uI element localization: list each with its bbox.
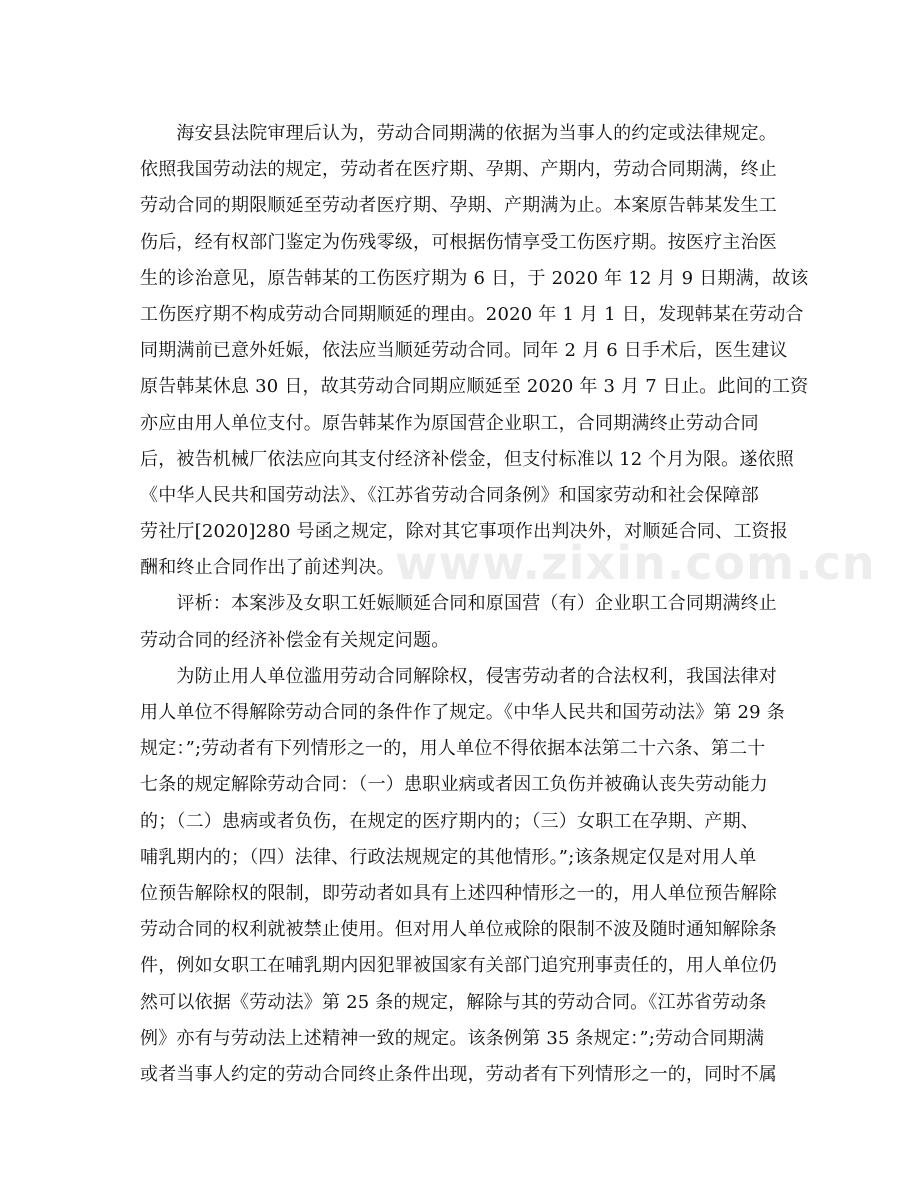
text-line: 同期满前已意外妊娠，依法应当顺延劳动合同。同年 2 月 6 日手术后，医生建议 [140,340,788,362]
text-line: 依照我国劳动法的规定，劳动者在医疗期、孕期、产期内，劳动合同期满，终止 [140,159,777,181]
text-line: 的；（二）患病或者负伤，在规定的医疗期内的；（三）女职工在孕期、产期、 [140,810,759,832]
text-line: 酬和终止合同作出了前述判决。 [140,557,395,579]
text-line: 劳动合同的期限顺延至劳动者医疗期、孕期、产期满为止。本案原告韩某发生工 [140,195,777,217]
text-line: 《中华人民共和国劳动法》、《江苏省劳动合同条例》和国家劳动和社会保障部 [140,484,759,506]
text-line: 评析：本案涉及女职工妊娠顺延合同和原国营（有）企业职工合同期满终止 [140,593,777,615]
text-line: 哺乳期内的；（四）法律、行政法规规定的其他情形。”;该条规定仅是对用人单 [140,846,757,868]
text-line: 件，例如女职工在哺乳期内因犯罪被国家有关部门追究刑事责任的，用人单位仍 [140,955,777,977]
text-line: 海安县法院审理后认为，劳动合同期满的依据为当事人的约定或法律规定。 [140,123,777,144]
text-line: 然可以依据《劳动法》第 25 条的规定，解除与其的劳动合同。《江苏省劳动条 [140,991,767,1013]
text-line: 劳动合同的权利就被禁止使用。但对用人单位戒除的限制不波及随时通知解除条 [140,919,777,941]
text-line: 劳社厅[2020]280 号函之规定，除对其它事项作出判决外，对顺延合同、工资报 [140,521,788,543]
text-line: 生的诊治意见，原告韩某的工伤医疗期为 6 日，于 2020 年 12 月 9 日期满，故该 [140,267,809,289]
text-line: 后，被告机械厂依法应向其支付经济补偿金，但支付标准以 12 个月为限。遂依照 [140,448,794,470]
text-line: 位预告解除权的限制，即劳动者如具有上述四种情形之一的，用人单位预告解除 [140,882,777,904]
text-line: 为防止用人单位滥用劳动合同解除权，侵害劳动者的合法权利，我国法律对 [140,665,777,687]
watermark: www.zixin.com.cn [395,536,876,590]
text-line: 劳动合同的经济补偿金有关规定问题。 [140,629,450,651]
text-line: 用人单位不得解除劳动合同的条件作了规定。《中华人民共和国劳动法》第 29 条 [140,702,785,723]
document-body [140,116,809,1093]
text-line: 工伤医疗期不构成劳动合同期顺延的理由。2020 年 1 月 1 日，发现韩某在劳动合 [140,303,804,325]
text-line: 原告韩某休息 30 日，故其劳动合同期应顺延至 2020 年 3 月 7 日止。此间的工资 [140,376,809,398]
text-line: 七条的规定解除劳动合同：（一）患职业病或者因工负伤并被确认丧失劳动能力 [140,774,768,796]
text-line: 伤后，经有权部门鉴定为伤残零级，可根据伤情享受工伤医疗期。按医疗主治医 [140,231,777,253]
text-line: 例》亦有与劳动法上述精神一致的规定。该条例第 35 条规定：”;劳动合同期满 [140,1027,765,1049]
text-line: 亦应由用人单位支付。原告韩某作为原国营企业职工，合同期满终止劳动合同 [140,412,759,434]
text-line: 或者当事人约定的劳动合同终止条件出现，劳动者有下列情形之一的，同时不属 [140,1063,777,1085]
text-line: 规定：”;劳动者有下列情形之一的，用人单位不得依据本法第二十六条、第二十 [140,738,766,760]
